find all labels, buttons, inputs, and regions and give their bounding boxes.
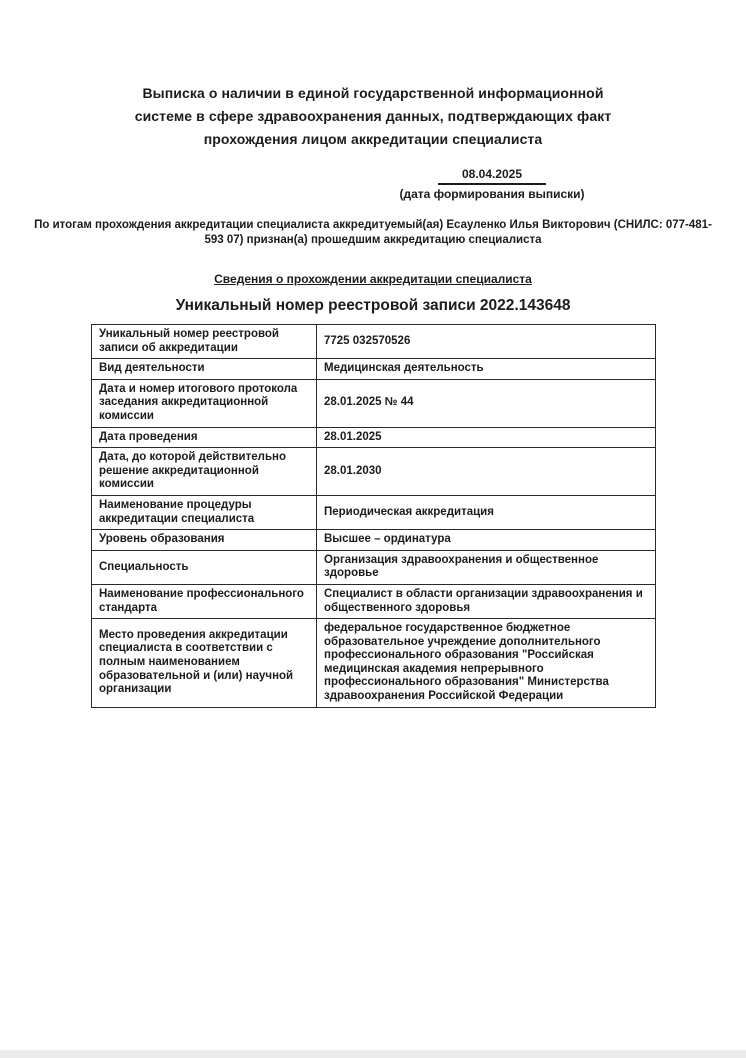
row-label: Вид деятельности [92,359,317,380]
row-value: Специалист в области организации здравоохранения и общественного здоровья [317,584,656,618]
row-value: Организация здравоохранения и общественное здоровье [317,550,656,584]
row-value: Медицинская деятельность [317,359,656,380]
document-title-line: системе в сфере здравоохранения данных, подтверждающих факт [134,108,612,124]
table-row [92,359,656,380]
row-value: Высшее – ординатура [317,530,656,551]
document-title-line: прохождения лицом аккредитации специалиста [203,131,543,147]
table-row [92,495,656,529]
row-label: Дата, до которой действительно решение аккредитационной комиссии [92,448,317,496]
row-value: 28.01.2025 [317,427,656,448]
table-row [92,619,656,708]
intro-paragraph [0,218,746,248]
row-value: 28.01.2025 № 44 [317,379,656,427]
row-label: Место проведения аккредитации специалиста в соответствии с полным наименованием образовательной и (или) научной организации [92,619,317,708]
table-row [92,530,656,551]
row-label: Уровень образования [92,530,317,551]
row-label: Наименование профессионального стандарта [92,584,317,618]
row-value: федеральное государственное бюджетное образовательное учреждение дополнительного профессионального образования "Российская медицинская академия непрерывного профессионального образования" Министерства здравоохранения Российской Федерации [317,619,656,708]
row-label: Специальность [92,550,317,584]
table-row [92,325,656,359]
table-row [92,448,656,496]
issue-date-value: 08.04.2025 [438,167,546,185]
row-label: Наименование процедуры аккредитации специалиста [92,495,317,529]
document-title-line: Выписка о наличии в единой государственной информационной [142,85,604,101]
document-title [0,0,746,151]
intro-paragraph-line: 593 07) признан(а) прошедшим аккредитацию специалиста [204,234,542,246]
issue-date-block [0,167,746,201]
row-value: 7725 032570526 [317,325,656,359]
bottom-gray-strip [0,1050,746,1058]
intro-paragraph-line: По итогам прохождения аккредитации специалиста аккредитуемый(ая) Есауленко Илья Викторович (СНИЛС: 077-481- [34,219,712,231]
table-row [92,427,656,448]
row-label: Дата и номер итогового протокола заседания аккредитационной комиссии [92,379,317,427]
table-row [92,550,656,584]
accreditation-table [91,324,656,708]
row-value: 28.01.2030 [317,448,656,496]
section-heading: Сведения о прохождении аккредитации специалиста [214,272,532,286]
table-row [92,584,656,618]
row-label: Уникальный номер реестровой записи об аккредитации [92,325,317,359]
issue-date-caption: (дата формирования выписки) [399,187,585,201]
row-value: Периодическая аккредитация [317,495,656,529]
registry-number-heading: Уникальный номер реестровой записи 2022.143648 [175,297,571,314]
row-label: Дата проведения [92,427,317,448]
table-row [92,379,656,427]
